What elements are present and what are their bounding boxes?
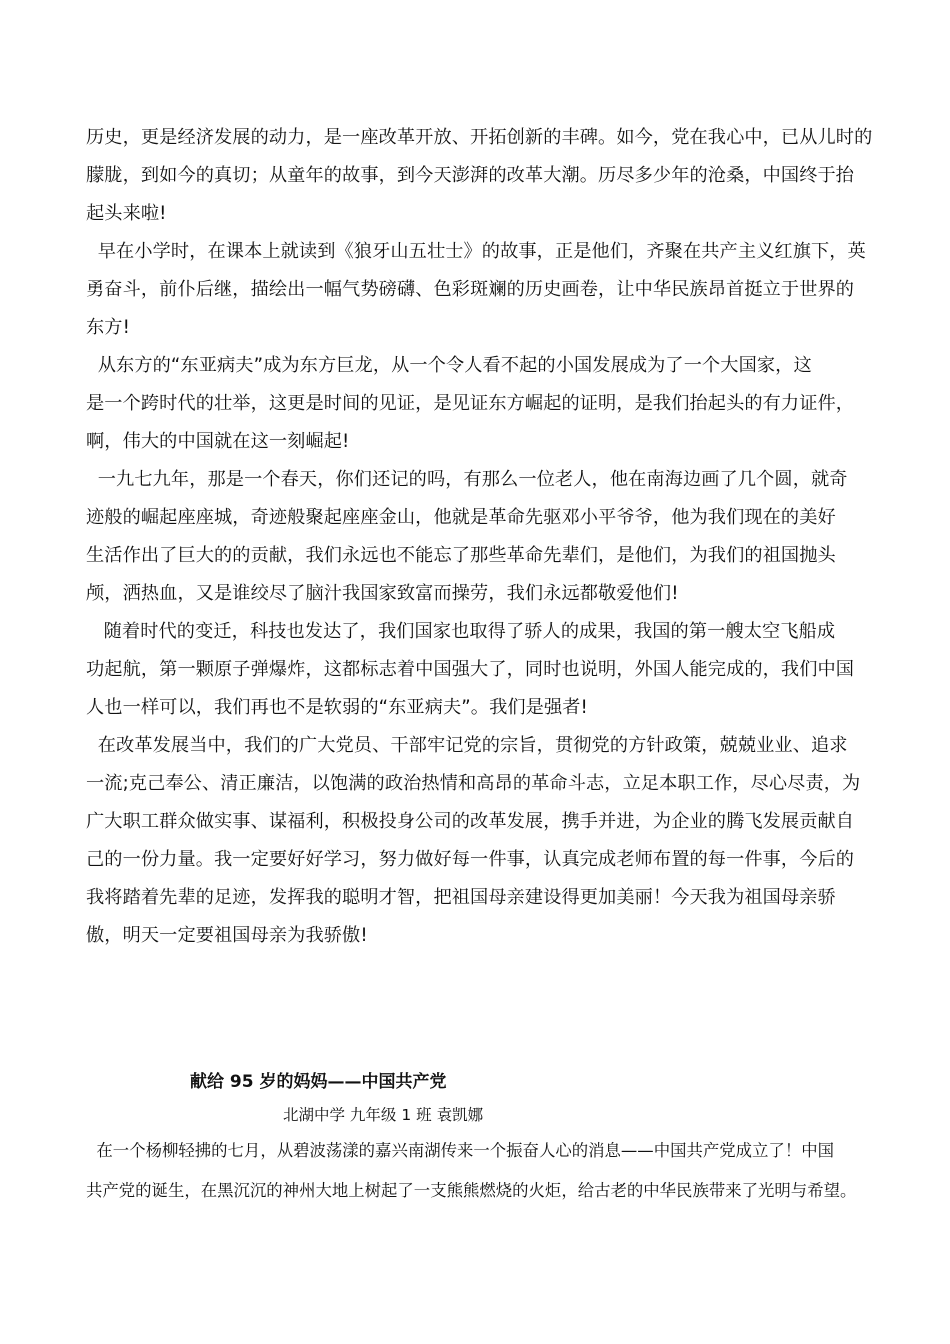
body-line: 共产党的诞生，在黑沉沉的神州大地上树起了一支熊熊燃烧的火炬，给古老的中华民族带来了光明与希望。 [86, 1181, 857, 1200]
body-line: 东方! [86, 317, 130, 338]
body-line: 我将踏着先辈的足迹，发挥我的聪明才智，把祖国母亲建设得更加美丽！今天我为祖国母亲骄 [86, 887, 836, 908]
body-line: 傲，明天一定要祖国母亲为我骄傲! [86, 925, 368, 946]
body-line: 生活作出了巨大的的贡献，我们永远也不能忘了那些革命先辈们，是他们，为我们的祖国抛头 [86, 545, 836, 566]
body-line: 从东方的“东亚病夫”成为东方巨龙，从一个令人看不起的小国发展成为了一个大国家，这 [86, 355, 812, 376]
body-line: 随着时代的变迁，科技也发达了，我们国家也取得了骄人的成果，我国的第一艘太空飞船成 [86, 621, 836, 642]
author-byline: 北湖中学 九年级 1 班 袁凯娜 [283, 1106, 484, 1124]
body-line: 啊，伟大的中国就在这一刻崛起! [86, 431, 350, 452]
body-line: 朦胧，到如今的真切；从童年的故事，到今天澎湃的改革大潮。历尽多少年的沧桑，中国终于抬 [86, 165, 855, 186]
body-line: 勇奋斗，前仆后继，描绘出一幅气势磅礴、色彩斑斓的历史画卷，让中华民族昂首挺立于世界的 [86, 279, 855, 300]
body-line: 历史，更是经济发展的动力，是一座改革开放、开拓创新的丰碑。如今，党在我心中，已从儿时的 [86, 127, 873, 148]
body-line: 一流;克己奉公、清正廉洁，以饱满的政治热情和高昂的革命斗志，立足本职工作，尽心尽责，为 [86, 773, 861, 794]
body-line: 早在小学时，在课本上就读到《狼牙山五壮士》的故事，正是他们，齐聚在共产主义红旗下，英 [86, 241, 866, 262]
body-line: 一九七九年，那是一个春天，你们还记的吗，有那么一位老人，他在南海边画了几个圆，就奇 [86, 469, 848, 490]
body-line: 人也一样可以，我们再也不是软弱的“东亚病夫”。我们是强者! [86, 697, 588, 718]
body-line: 迹般的崛起座座城，奇迹般聚起座座金山，他就是革命先驱邓小平爷爷，他为我们现在的美好 [86, 507, 836, 528]
body-line: 广大职工群众做实事、谋福利，积极投身公司的改革发展，携手并进，为企业的腾飞发展贡献自 [86, 811, 855, 832]
body-line: 起头来啦! [86, 203, 167, 224]
body-line: 是一个跨时代的壮举，这更是时间的见证，是见证东方崛起的证明，是我们抬起头的有力证件， [86, 393, 855, 414]
body-line: 在改革发展当中，我们的广大党员、干部牢记党的宗旨，贯彻党的方针政策，兢兢业业、追求 [86, 735, 848, 756]
body-line: 功起航，第一颗原子弹爆炸，这都标志着中国强大了，同时也说明，外国人能完成的，我们中国 [86, 659, 855, 680]
essay-title: 献给 95 岁的妈妈——中国共产党 [190, 1072, 447, 1092]
body-line: 己的一份力量。我一定要好好学习，努力做好每一件事，认真完成老师布置的每一件事，今后的 [86, 849, 855, 870]
body-line: 在一个杨柳轻拂的七月，从碧波荡漾的嘉兴南湖传来一个振奋人心的消息——中国共产党成立了！中国 [86, 1141, 834, 1160]
body-line: 颅，洒热血，又是谁绞尽了脑汁我国家致富而操劳，我们永远都敬爱他们! [86, 583, 679, 604]
